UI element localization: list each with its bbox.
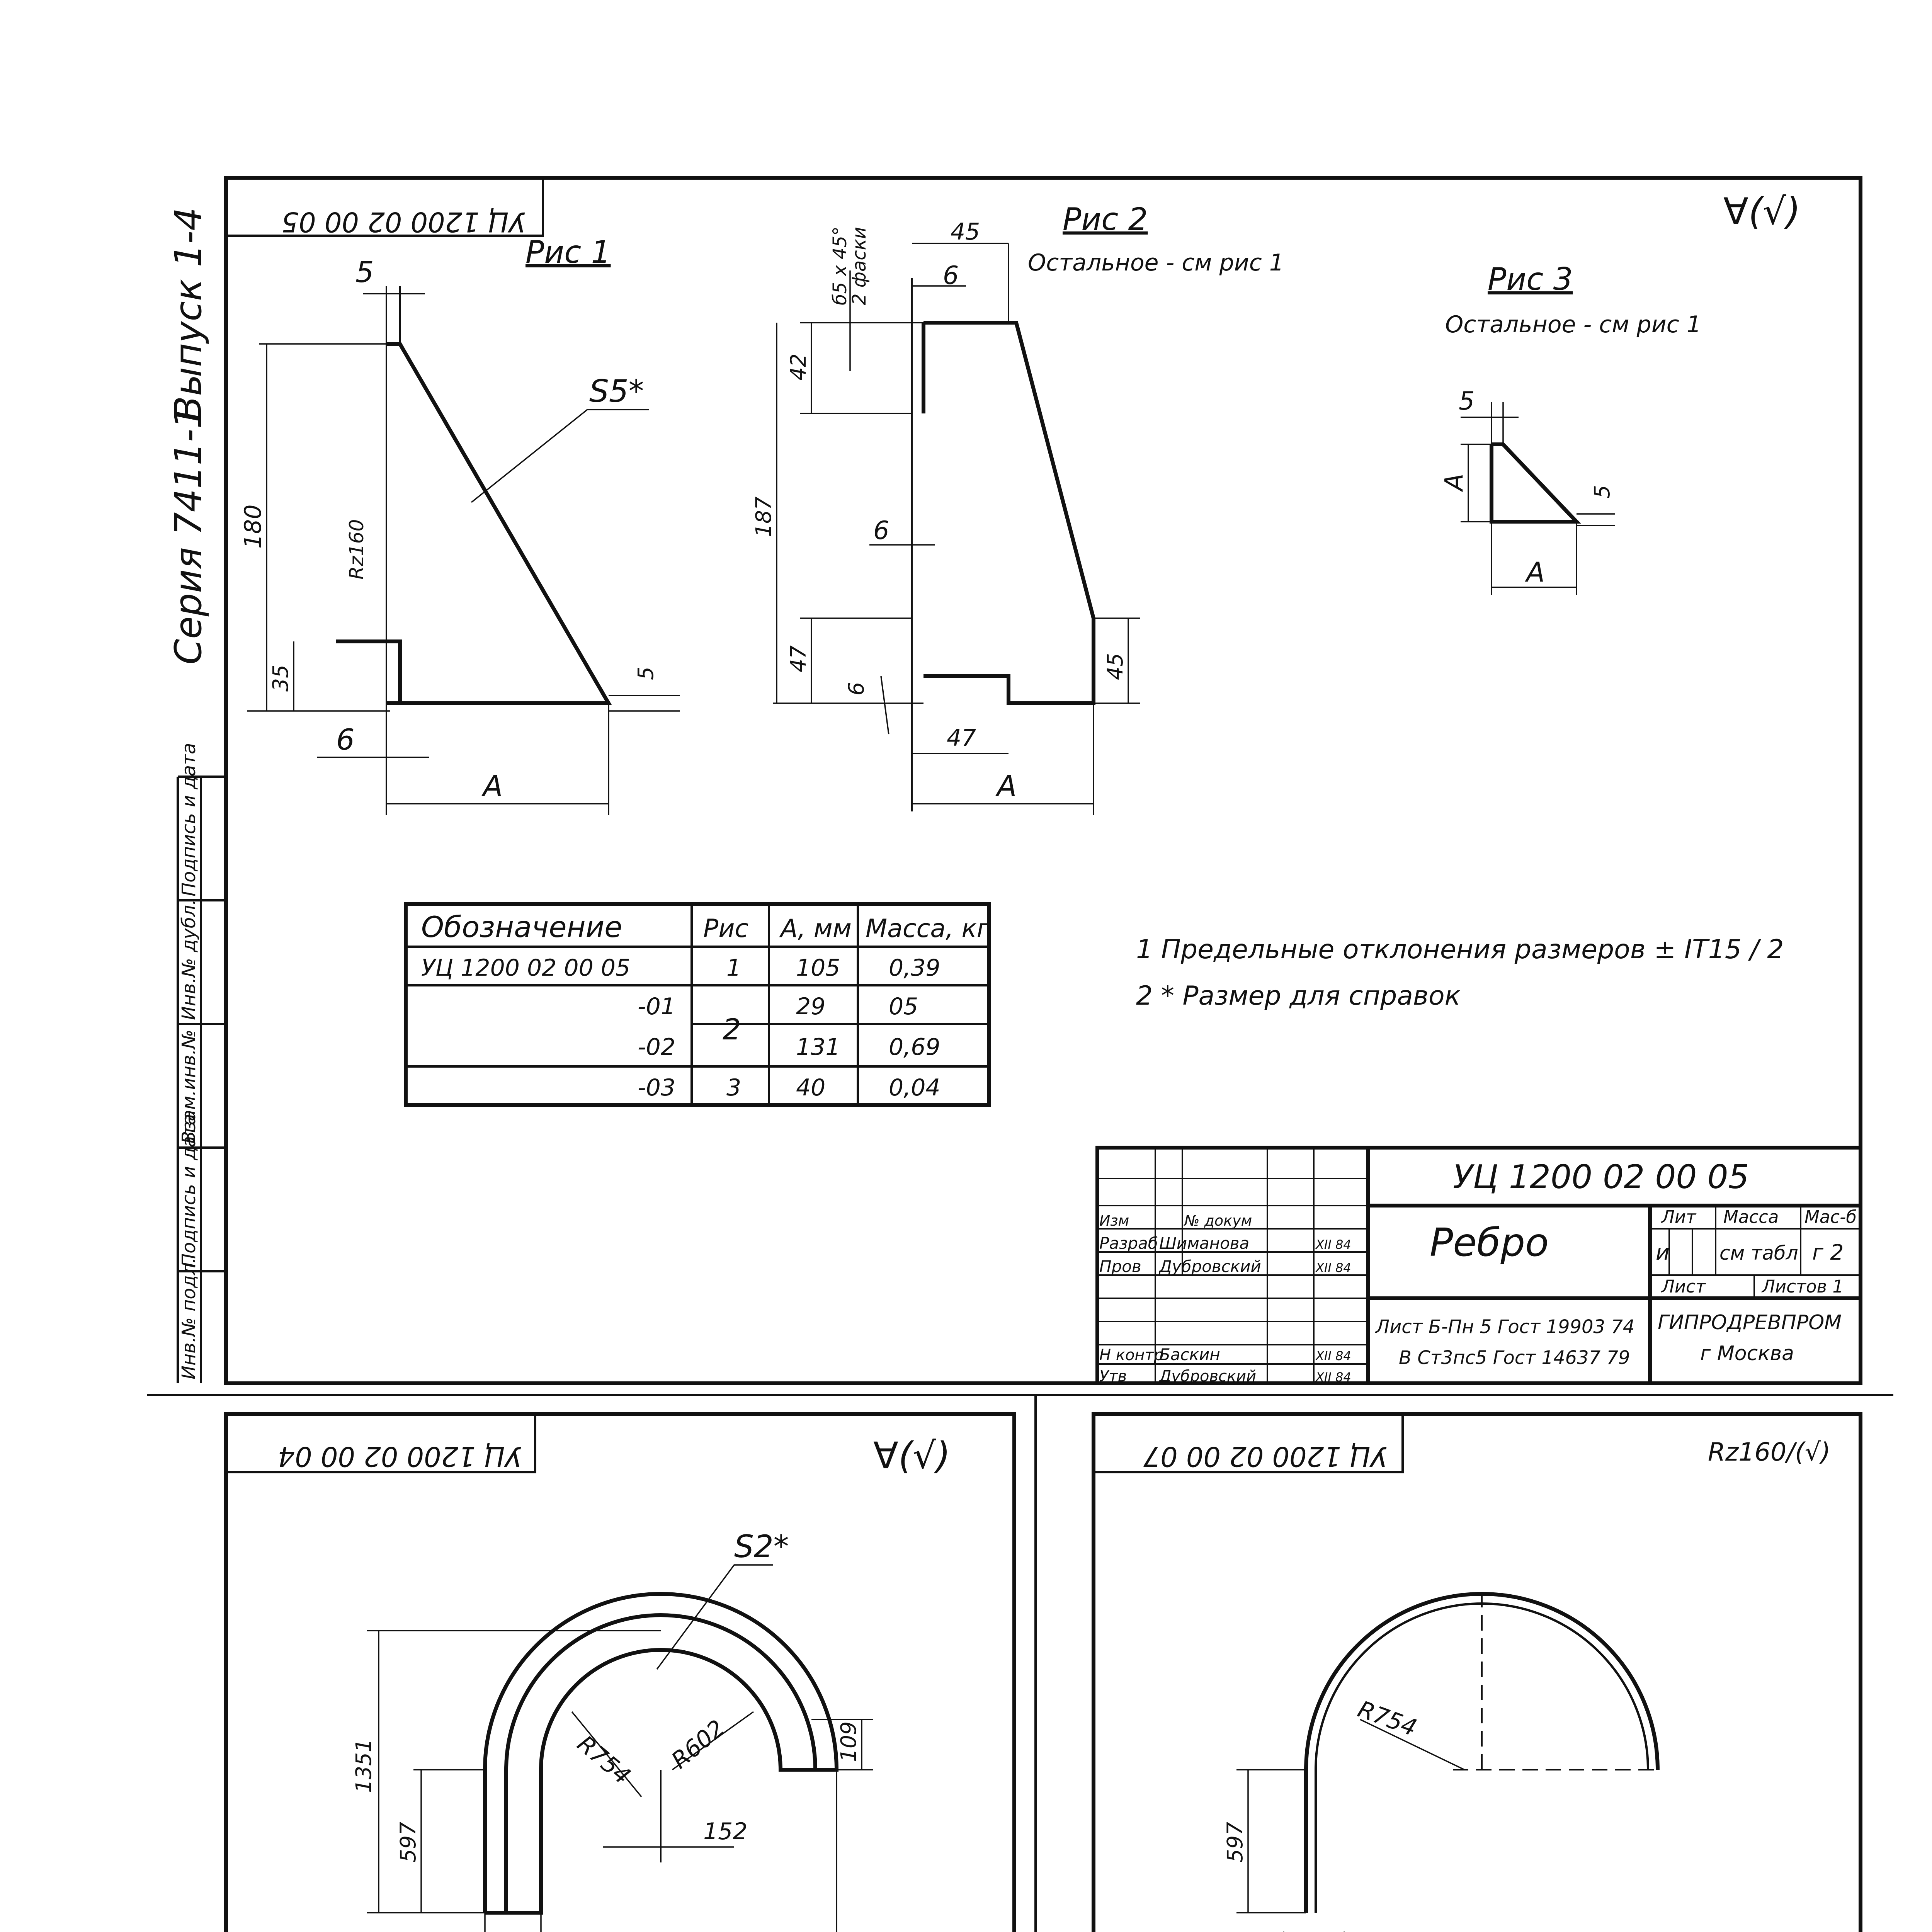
table-header-a: А, мм <box>781 914 852 943</box>
fig3-dim-width: A <box>1526 556 1545 588</box>
fig1-dim-rz: Rz160 <box>345 519 368 580</box>
fig2-dim-width: A <box>997 769 1017 803</box>
tb-top-mass: см табл <box>1719 1242 1798 1264</box>
tb-top-row3-name: Баскин <box>1159 1345 1220 1364</box>
sheet-stenka <box>1051 1414 1861 1932</box>
sektor-dim-thickness: S2* <box>734 1529 789 1565</box>
series-label: Серия 7411-1 <box>167 405 210 665</box>
table-cell-r1c3: 05 <box>889 993 918 1020</box>
fig1-dim-height: 180 <box>240 504 267 549</box>
table-cell-r3c2: 40 <box>796 1074 826 1101</box>
sektor-dim-r-inner: R602 <box>666 1714 730 1774</box>
tb-top-lit: и <box>1656 1240 1670 1265</box>
table-cell-r1c1: 2 <box>723 1012 741 1046</box>
margin-podp-data2: Подпись и дата <box>178 1114 200 1267</box>
fig3-label: Рис 3 <box>1488 261 1573 297</box>
fig1-dim-right: 5 <box>633 667 658 680</box>
fig2-dim-bottom-w: 47 <box>947 724 976 752</box>
table-cell-r0c2: 105 <box>796 954 840 981</box>
tb-top-row1-date: XII 84 <box>1316 1237 1351 1252</box>
roughness-top: ∀(√) <box>1723 190 1801 233</box>
fig1-dim-top: 5 <box>355 255 374 289</box>
sektor-dim-gap: 152 <box>703 1818 748 1845</box>
table-cell-r0c1: 1 <box>726 954 742 981</box>
tb-top-sheets-label: Листов 1 <box>1762 1276 1844 1297</box>
tb-top-designation: УЦ 1200 02 00 05 <box>1453 1158 1749 1196</box>
table-cell-r3c3: 0,04 <box>889 1074 940 1101</box>
tb-top-row4-name: Дубровский <box>1159 1367 1257 1385</box>
fig2-dim-height: 187 <box>751 497 776 537</box>
note-1-top: 1 Предельные отклонения размеров ± IT15 / 2 <box>1136 934 1784 965</box>
table-cell-r2c0: -02 <box>638 1034 675 1061</box>
fig2-dim-top-step: 6 <box>943 261 959 290</box>
fig2-dim-chamfer-note: 2 фаски <box>849 227 870 305</box>
tb-top-row2-name: Дубровский <box>1159 1257 1261 1276</box>
code-stamp-br: УЦ 1200 02 00 07 <box>1143 1440 1387 1472</box>
tb-top-row3-date: XII 84 <box>1316 1349 1351 1363</box>
sektor-dim-height-total: 1351 <box>351 1739 376 1793</box>
fig1-dim-bottom: 6 <box>336 723 355 757</box>
tb-top-name: Ребро <box>1430 1220 1549 1265</box>
fig2-dim-right-h: 45 <box>1103 653 1128 680</box>
fig1-label: Рис 1 <box>526 234 611 270</box>
sheet-rebro <box>178 178 1861 1385</box>
margin-vzam-inv: Взам.инв.№ <box>178 1029 200 1144</box>
tb-top-row3: Н контр <box>1099 1346 1164 1364</box>
tb-top-row4: Утв <box>1099 1367 1127 1385</box>
stenka-shape <box>1236 1592 1673 1932</box>
fig1-dim-width: A <box>483 769 503 803</box>
note-2-top: 2 * Размер для справок <box>1136 981 1461 1011</box>
fig1-shape <box>247 286 680 815</box>
fig2-dim-low-h: 47 <box>786 645 811 672</box>
tb-top-lit-label: Лит <box>1662 1207 1696 1227</box>
tb-top-org: ГИПРОДРЕВПРОМ <box>1658 1311 1842 1334</box>
roughness-bl: ∀(√) <box>873 1435 951 1477</box>
stenka-dim-radius: R754 <box>1354 1696 1420 1742</box>
fig2-dim-top-h: 42 <box>786 354 811 381</box>
sheet-sektor <box>178 1414 1014 1932</box>
fig2-dim-chamfer: б5 x 45° <box>829 226 851 305</box>
stenka-dim-height: 597 <box>1223 1822 1247 1862</box>
fig2-dim-low: 6 <box>844 682 869 696</box>
tb-top-row0-doc: № докум <box>1184 1212 1252 1229</box>
table-header-massa: Масса, кг <box>866 914 990 943</box>
tb-top-scale-label: Мас-б <box>1804 1207 1857 1227</box>
table-cell-r0c3: 0,39 <box>889 954 940 981</box>
roughness-br: Rz160/(√) <box>1708 1438 1831 1467</box>
tb-top-row1: Разраб <box>1099 1234 1158 1253</box>
table-cell-r3c0: -03 <box>638 1074 675 1101</box>
table-cell-r3c1: 3 <box>726 1074 742 1101</box>
fig1-dim-thickness: S5* <box>589 373 644 409</box>
fig2-label: Рис 2 <box>1063 201 1148 237</box>
margin-inv-podl: Инв.№ подл. <box>178 1257 200 1379</box>
code-stamp-bl: УЦ 1200 02 00 04 <box>277 1440 522 1472</box>
tb-top-row0: Изм <box>1099 1212 1129 1229</box>
issue-label: Выпуск 1-4 <box>167 207 210 421</box>
fig1-dim-low: 35 <box>268 665 293 692</box>
tb-top-material-1: Лист Б-Пн 5 Гост 19903 74 <box>1376 1316 1635 1338</box>
fig2-dim-mid: 6 <box>873 516 889 545</box>
sektor-dim-right: 109 <box>836 1721 861 1762</box>
margin-columns-top <box>178 743 226 1383</box>
sektor-dim-height-low: 597 <box>396 1822 420 1862</box>
fig2-dim-top-width: 45 <box>951 218 980 245</box>
fig2-note: Остальное - см рис 1 <box>1028 249 1284 276</box>
table-cell-r1c2: 29 <box>796 993 826 1020</box>
margin-podp-data: Подпись и дата <box>178 743 200 896</box>
fig3-dim-top: 5 <box>1459 387 1475 416</box>
tb-top-material-2: В Ст3пс5 Гост 14637 79 <box>1399 1347 1630 1369</box>
fig3-dim-height: A <box>1440 473 1469 491</box>
tb-top-mass-label: Масса <box>1723 1207 1779 1227</box>
code-stamp-top: УЦ 1200 02 00 05 <box>281 206 526 238</box>
tb-top-row2-date: XII 84 <box>1316 1260 1351 1275</box>
tb-top-row1-name: Шиманова <box>1159 1234 1250 1253</box>
tb-top-sheet-label: Лист <box>1662 1276 1706 1297</box>
table-cell-r1c0: -01 <box>638 993 675 1020</box>
tb-top-scale: г 2 <box>1812 1240 1844 1265</box>
tb-top-row2: Пров <box>1099 1257 1141 1276</box>
sektor-shape <box>367 1565 873 1932</box>
fig3-note: Остальное - см рис 1 <box>1445 311 1701 338</box>
table-cell-r2c2: 131 <box>796 1034 840 1061</box>
margin-inv-dubl: Инв.№ дубл. <box>178 899 200 1020</box>
fig3-dim-right: 5 <box>1590 485 1614 498</box>
tb-top-city: г Москва <box>1700 1342 1794 1365</box>
table-header-ris: Рис <box>703 914 749 943</box>
table-cell-r0c0: УЦ 1200 02 00 05 <box>421 954 631 981</box>
tb-top-row4-date: XII 84 <box>1316 1370 1351 1384</box>
table-header-oboznachenie: Обозначение <box>421 910 622 944</box>
sektor-dim-r-outer: R754 <box>572 1730 636 1790</box>
table-cell-r2c3: 0,69 <box>889 1034 940 1061</box>
